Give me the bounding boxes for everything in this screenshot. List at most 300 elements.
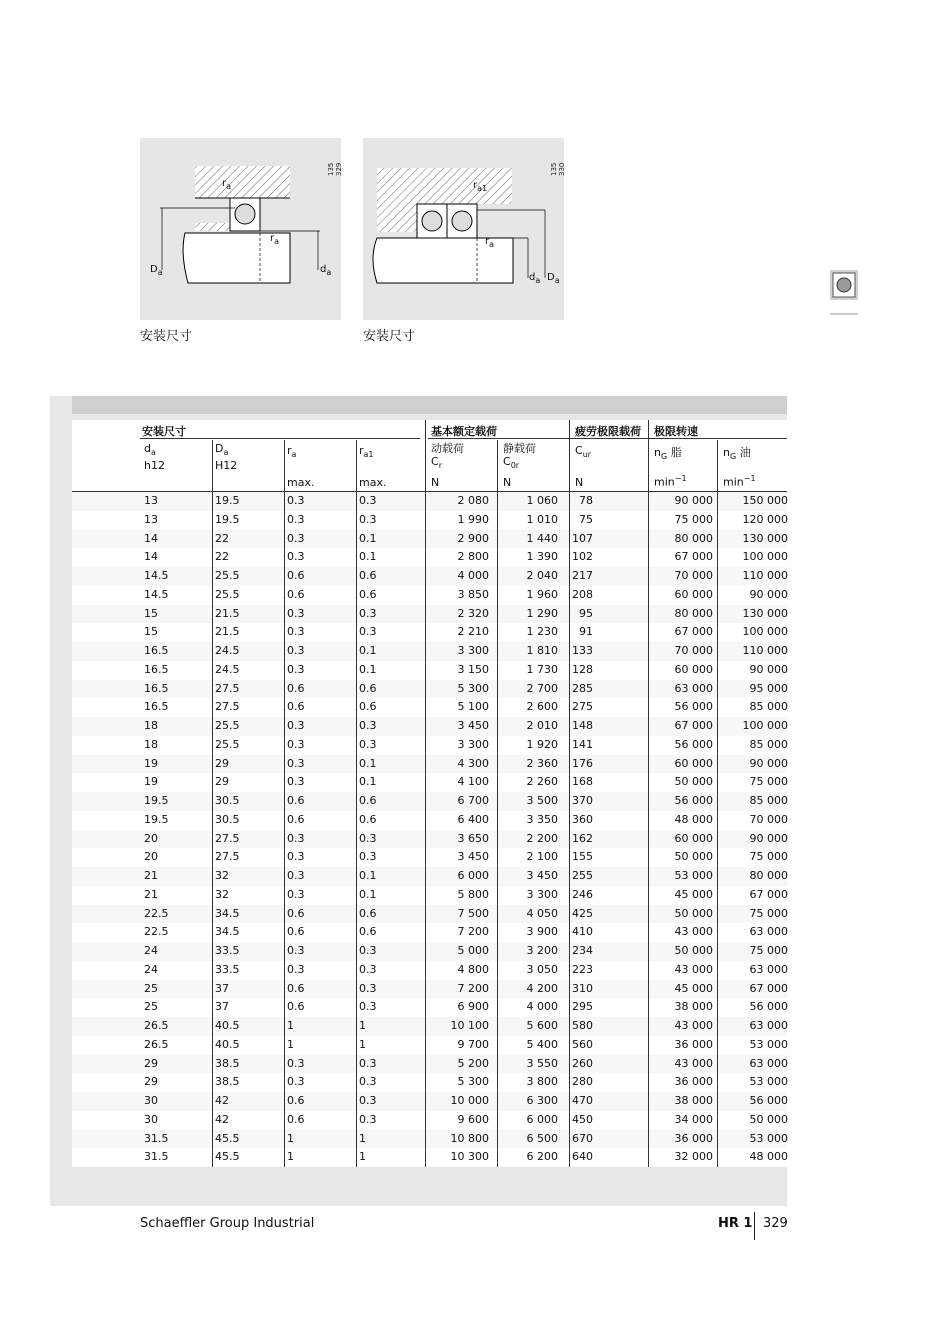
- table-cell: 0.1: [359, 887, 377, 901]
- table-cell: 43 000: [674, 962, 713, 976]
- table-cell: 24.5: [215, 662, 240, 676]
- table-cell: 63 000: [749, 1056, 788, 1070]
- table-cell: 560: [572, 1037, 593, 1051]
- table-cell: 29: [144, 1056, 158, 1070]
- table-row: [72, 1036, 787, 1055]
- table-cell: 22.5: [144, 925, 169, 939]
- table-cell: 120 000: [742, 512, 788, 526]
- table-cell: 5 300: [457, 681, 489, 695]
- table-cell: 0.6: [359, 587, 377, 601]
- group-header-speed: 极限转速: [654, 425, 698, 438]
- table-cell: 67 000: [749, 981, 788, 995]
- table-cell: 100 000: [742, 550, 788, 564]
- table-cell: 75 000: [674, 512, 713, 526]
- table-cell: 130 000: [742, 606, 788, 620]
- table-cell: 19: [144, 756, 158, 770]
- table-cell: 0.3: [359, 1075, 377, 1089]
- table-cell: 3 850: [457, 587, 489, 601]
- table-cell: 0.3: [359, 962, 377, 976]
- table-cell: 14.5: [144, 587, 169, 601]
- table-cell: 141: [572, 737, 593, 751]
- table-cell: 13: [144, 512, 158, 526]
- table-cell: 18: [144, 737, 158, 751]
- table-cell: 0.3: [287, 494, 305, 507]
- table-cell: 10 800: [450, 1131, 489, 1145]
- group-header-load-ratings: 基本额定载荷: [431, 425, 497, 438]
- table-cell: 3 650: [457, 831, 489, 845]
- table-cell: 425: [572, 906, 593, 920]
- table-cell: 1 810: [526, 644, 558, 657]
- table-cell: 260: [572, 1056, 593, 1070]
- table-cell: 5 300: [457, 1075, 489, 1089]
- table-cell: 56 000: [674, 794, 713, 807]
- unit-c0r: N: [503, 476, 512, 489]
- table-cell: 1 990: [457, 512, 489, 526]
- table-cell: 75 000: [749, 775, 788, 789]
- table-cell: 0.1: [359, 531, 377, 545]
- figure-caption-1: 安装尺寸: [140, 329, 193, 344]
- table-cell: 2 320: [457, 606, 489, 620]
- table-cell: 31.5: [144, 1150, 169, 1164]
- table-row: [72, 792, 787, 811]
- table-cell: 21.5: [215, 625, 240, 639]
- table-cell: 27.5: [215, 831, 240, 845]
- table-cell: 4 200: [526, 981, 558, 995]
- column-divider: [497, 440, 498, 1167]
- table-cell: 33.5: [215, 962, 240, 976]
- table-cell: 0.3: [359, 512, 377, 526]
- table-cell: 275: [572, 700, 593, 714]
- table-cell: 3 350: [526, 812, 558, 826]
- table-cell: 4 100: [457, 775, 489, 789]
- table-row: [72, 642, 787, 661]
- col-header-ng-oil: $n_G$ 油: [723, 446, 751, 462]
- table-row: [72, 998, 787, 1017]
- table-cell: 24.5: [215, 644, 240, 657]
- group-header-fatigue: 疲劳极限载荷: [575, 425, 641, 438]
- table-cell: 90 000: [749, 831, 788, 845]
- label-Da: $D_a$: [547, 272, 560, 285]
- table-cell: 100 000: [742, 625, 788, 639]
- table-cell: 15: [144, 606, 158, 620]
- table-cell: 53 000: [749, 1075, 788, 1089]
- table-cell: 1 960: [526, 587, 558, 601]
- table-row: [72, 755, 787, 774]
- table-cell: 6 900: [457, 1000, 489, 1014]
- table-cell: 162: [572, 831, 593, 845]
- table-cell: 100 000: [742, 719, 788, 732]
- table-cell: 20: [144, 831, 158, 845]
- table-cell: 450: [572, 1112, 593, 1126]
- table-cell: 63 000: [749, 962, 788, 976]
- table-row: [72, 548, 787, 567]
- table-cell: 280: [572, 1075, 593, 1089]
- table-row: [72, 867, 787, 886]
- table-cell: 110 000: [742, 569, 788, 582]
- table-cell: 53 000: [674, 869, 713, 882]
- table-row: [72, 923, 787, 942]
- table-row: [72, 586, 787, 605]
- table-cell: 1: [359, 1131, 366, 1145]
- figure-code: 135 330: [550, 162, 566, 176]
- table-cell: 0.3: [359, 1094, 377, 1107]
- table-cell: 13: [144, 494, 158, 507]
- figure-code: 135 329: [327, 162, 343, 176]
- table-cell: 6 400: [457, 812, 489, 826]
- col-header-Da: $D_a$ H12: [215, 442, 238, 473]
- col-header-cr: 动载荷 $C_r$: [431, 442, 464, 471]
- table-cell: 0.3: [287, 775, 305, 789]
- table-cell: 4 000: [457, 569, 489, 582]
- table-cell: 0.6: [359, 925, 377, 939]
- table-cell: 38 000: [674, 1094, 713, 1107]
- table-cell: 67 000: [674, 625, 713, 639]
- table-cell: 2 360: [526, 756, 558, 770]
- label-da: $d_a$: [320, 264, 332, 277]
- table-row: [72, 848, 787, 867]
- table-cell: 27.5: [215, 681, 240, 695]
- table-row: [72, 1055, 787, 1074]
- table-cell: 16.5: [144, 644, 169, 657]
- table-cell: 4 300: [457, 756, 489, 770]
- label-ra1: $r_{a1}$: [473, 180, 488, 193]
- table-cell: 70 000: [674, 569, 713, 582]
- table-cell: 24: [144, 944, 158, 957]
- table-cell: 1 920: [526, 737, 558, 751]
- table-cell: 6 200: [526, 1150, 558, 1164]
- table-row: [72, 736, 787, 755]
- table-cell: 285: [572, 681, 593, 695]
- table-cell: 0.3: [287, 1075, 305, 1089]
- table-cell: 2 900: [457, 531, 489, 545]
- table-cell: 110 000: [742, 644, 788, 657]
- table-cell: 67 000: [674, 719, 713, 732]
- footer-separator: [754, 1212, 755, 1240]
- table-row: [72, 1130, 787, 1149]
- table-cell: 26.5: [144, 1037, 169, 1051]
- table-cell: 3 500: [526, 794, 558, 807]
- table-cell: 155: [572, 850, 593, 864]
- table-cell: 1 730: [526, 662, 558, 676]
- table-row: [72, 530, 787, 549]
- table-cell: 25.5: [215, 719, 240, 732]
- table-cell: 3 900: [526, 925, 558, 939]
- table-row: [72, 680, 787, 699]
- unit-cr: N: [431, 476, 440, 489]
- table-cell: 34.5: [215, 925, 240, 939]
- table-cell: 1: [359, 1019, 366, 1032]
- table-cell: 0.6: [287, 925, 305, 939]
- col-header-ng-grease: $n_G$ 脂: [654, 446, 682, 462]
- table-cell: 0.3: [287, 944, 305, 957]
- table-cell: 29: [144, 1075, 158, 1089]
- table-cell: 0.6: [287, 906, 305, 920]
- table-cell: 5 800: [457, 887, 489, 901]
- table-cell: 0.6: [287, 812, 305, 826]
- table-cell: 5 600: [526, 1019, 558, 1032]
- table-cell: 0.3: [359, 831, 377, 845]
- table-cell: 2 100: [526, 850, 558, 864]
- table-cell: 0.6: [287, 700, 305, 714]
- table-cell: 60 000: [674, 831, 713, 845]
- table-cell: 90 000: [749, 756, 788, 770]
- table-cell: 4 050: [526, 906, 558, 920]
- table-cell: 255: [572, 869, 593, 882]
- table-cell: 0.3: [287, 531, 305, 545]
- col-header-c0r: 静载荷 $C_{0r}$: [503, 442, 536, 471]
- mounting-figure-tandem: [363, 138, 564, 320]
- column-divider: [356, 440, 357, 1167]
- unit-ra: max.: [287, 476, 315, 489]
- table-cell: 80 000: [749, 869, 788, 882]
- table-cell: 56 000: [674, 737, 713, 751]
- table-cell: 0.3: [287, 887, 305, 901]
- column-divider: [425, 420, 426, 1167]
- table-cell: 0.6: [359, 812, 377, 826]
- table-cell: 0.3: [287, 756, 305, 770]
- table-cell: 0.3: [287, 1056, 305, 1070]
- table-cell: 36 000: [674, 1131, 713, 1145]
- table-cell: 0.3: [359, 719, 377, 732]
- col-header-ra1: $r_{a1}$: [359, 444, 374, 460]
- table-cell: 32: [215, 887, 229, 901]
- table-cell: 70 000: [749, 812, 788, 826]
- table-cell: 21: [144, 887, 158, 901]
- table-row: [72, 717, 787, 736]
- table-cell: 0.3: [359, 737, 377, 751]
- table-cell: 3 450: [457, 850, 489, 864]
- table-cell: 22.5: [144, 906, 169, 920]
- table-row: [72, 961, 787, 980]
- table-cell: 50 000: [674, 850, 713, 864]
- table-row: [72, 1111, 787, 1130]
- table-cell: 29: [215, 775, 229, 789]
- table-cell: 22: [215, 550, 229, 564]
- table-cell: 19.5: [215, 494, 240, 507]
- table-cell: 14: [144, 550, 158, 564]
- table-row: [72, 698, 787, 717]
- bearing-thumbnail-icon: [830, 270, 858, 316]
- table-cell: 29: [215, 756, 229, 770]
- label-da: $d_a$: [529, 272, 541, 285]
- table-cell: 16.5: [144, 700, 169, 714]
- table-cell: 38 000: [674, 1000, 713, 1014]
- label-ra: $r_a$: [222, 178, 232, 191]
- table-cell: 0.3: [359, 1056, 377, 1070]
- table-cell: 3 050: [526, 962, 558, 976]
- table-cell: 42: [215, 1094, 229, 1107]
- table-cell: 133: [572, 644, 593, 657]
- table-row: [72, 905, 787, 924]
- table-cell: 130 000: [742, 531, 788, 545]
- table-cell: 36 000: [674, 1037, 713, 1051]
- table-cell: 0.3: [359, 1000, 377, 1014]
- table-cell: 75 000: [749, 906, 788, 920]
- table-cell: 25.5: [215, 569, 240, 582]
- table-cell: 33.5: [215, 944, 240, 957]
- table-cell: 0.3: [287, 719, 305, 732]
- label-Da: $D_a$: [150, 264, 163, 277]
- group-header-mounting: 安装尺寸: [142, 425, 186, 438]
- table-cell: 48 000: [674, 812, 713, 826]
- table-cell: 1 230: [526, 625, 558, 639]
- table-cell: 14.5: [144, 569, 169, 582]
- table-cell: 78: [579, 494, 593, 507]
- table-cell: 37: [215, 1000, 229, 1014]
- table-cell: 0.3: [287, 831, 305, 845]
- table-cell: 90 000: [749, 662, 788, 676]
- table-cell: 10 100: [450, 1019, 489, 1032]
- bearing-single-drawing: [140, 138, 341, 320]
- table-cell: 3 450: [526, 869, 558, 882]
- table-cell: 1: [287, 1019, 294, 1032]
- table-row: [72, 980, 787, 999]
- table-row: [72, 773, 787, 792]
- table-cell: 0.3: [287, 606, 305, 620]
- table-cell: 470: [572, 1094, 593, 1107]
- table-cell: 295: [572, 1000, 593, 1014]
- table-cell: 22: [215, 531, 229, 545]
- table-cell: 0.1: [359, 869, 377, 882]
- table-cell: 60 000: [674, 587, 713, 601]
- footer-catalog: HR 1: [718, 1216, 753, 1231]
- bearing-data-table: [72, 420, 787, 1165]
- table-cell: 0.1: [359, 756, 377, 770]
- table-cell: 40.5: [215, 1019, 240, 1032]
- table-cell: 37: [215, 981, 229, 995]
- label-ra: $r_a$: [485, 236, 495, 249]
- table-cell: 0.6: [359, 794, 377, 807]
- table-cell: 45.5: [215, 1131, 240, 1145]
- table-cell: 246: [572, 887, 593, 901]
- table-row: [72, 511, 787, 530]
- table-cell: 4 000: [526, 1000, 558, 1014]
- table-cell: 0.3: [359, 625, 377, 639]
- table-cell: 2 800: [457, 550, 489, 564]
- table-cell: 0.3: [287, 512, 305, 526]
- table-cell: 6 300: [526, 1094, 558, 1107]
- table-row: [72, 886, 787, 905]
- table-cell: 30: [144, 1112, 158, 1126]
- table-cell: 60 000: [674, 662, 713, 676]
- table-cell: 1 290: [526, 606, 558, 620]
- figure-caption-2: 安装尺寸: [363, 329, 416, 344]
- table-cell: 148: [572, 719, 593, 732]
- table-cell: 30: [144, 1094, 158, 1107]
- table-cell: 2 210: [457, 625, 489, 639]
- table-cell: 21: [144, 869, 158, 882]
- table-cell: 6 000: [526, 1112, 558, 1126]
- table-cell: 7 200: [457, 981, 489, 995]
- table-cell: 102: [572, 550, 593, 564]
- table-row: [72, 1092, 787, 1111]
- table-cell: 14: [144, 531, 158, 545]
- table-row: [72, 661, 787, 680]
- table-cell: 75: [579, 512, 593, 526]
- table-cell: 21.5: [215, 606, 240, 620]
- table-cell: 0.3: [287, 737, 305, 751]
- table-cell: 0.6: [287, 569, 305, 582]
- table-cell: 19.5: [144, 812, 169, 826]
- table-cell: 38.5: [215, 1056, 240, 1070]
- table-cell: 25.5: [215, 737, 240, 751]
- table-cell: 80 000: [674, 606, 713, 620]
- unit-ng-oil: $\min^{-1}$: [723, 474, 756, 489]
- table-cell: 3 300: [457, 737, 489, 751]
- table-cell: 95 000: [749, 681, 788, 695]
- table-cell: 43 000: [674, 925, 713, 939]
- table-row: [72, 811, 787, 830]
- table-cell: 0.6: [287, 1112, 305, 1126]
- table-cell: 95: [579, 606, 593, 620]
- table-cell: 24: [144, 962, 158, 976]
- table-cell: 0.3: [287, 644, 305, 657]
- table-cell: 6 000: [457, 869, 489, 882]
- table-cell: 370: [572, 794, 593, 807]
- table-row: [72, 830, 787, 849]
- table-cell: 6 700: [457, 794, 489, 807]
- table-cell: 0.3: [359, 494, 377, 507]
- table-cell: 1: [287, 1037, 294, 1051]
- page-number: 329: [763, 1216, 788, 1231]
- table-cell: 0.3: [359, 1112, 377, 1126]
- table-cell: 30.5: [215, 812, 240, 826]
- table-cell: 19.5: [215, 512, 240, 526]
- table-cell: 0.3: [359, 850, 377, 864]
- table-cell: 5 100: [457, 700, 489, 714]
- table-cell: 0.6: [287, 981, 305, 995]
- table-cell: 63 000: [674, 681, 713, 695]
- table-cell: 53 000: [749, 1131, 788, 1145]
- table-cell: 0.3: [359, 606, 377, 620]
- bearing-tandem-drawing: [363, 138, 564, 320]
- table-cell: 0.1: [359, 662, 377, 676]
- unit-ng-grease: $\min^{-1}$: [654, 474, 687, 489]
- table-cell: 128: [572, 662, 593, 676]
- table-cell: 32 000: [674, 1150, 713, 1164]
- table-cell: 43 000: [674, 1056, 713, 1070]
- table-row: [72, 623, 787, 642]
- table-cell: 20: [144, 850, 158, 864]
- table-cell: 4 800: [457, 962, 489, 976]
- table-cell: 27.5: [215, 850, 240, 864]
- table-cell: 63 000: [749, 1019, 788, 1032]
- table-row: [72, 1017, 787, 1036]
- table-cell: 6 500: [526, 1131, 558, 1145]
- table-cell: 0.3: [287, 550, 305, 564]
- table-cell: 0.1: [359, 644, 377, 657]
- table-cell: 0.6: [287, 794, 305, 807]
- table-cell: 70 000: [674, 644, 713, 657]
- table-cell: 75 000: [749, 850, 788, 864]
- table-cell: 36 000: [674, 1075, 713, 1089]
- table-cell: 0.6: [287, 681, 305, 695]
- table-cell: 19.5: [144, 794, 169, 807]
- table-row: [72, 1073, 787, 1092]
- table-cell: 208: [572, 587, 593, 601]
- table-cell: 0.3: [359, 944, 377, 957]
- table-cell: 25.5: [215, 587, 240, 601]
- col-header-cur: $C_{ur}$: [575, 444, 592, 460]
- table-cell: 1 060: [526, 494, 558, 507]
- table-cell: 26.5: [144, 1019, 169, 1032]
- table-cell: 1 010: [526, 512, 558, 526]
- table-cell: 50 000: [749, 1112, 788, 1126]
- footer-company: Schaeffler Group Industrial: [140, 1216, 315, 1231]
- table-cell: 19: [144, 775, 158, 789]
- table-cell: 0.6: [359, 906, 377, 920]
- table-cell: 9 700: [457, 1037, 489, 1051]
